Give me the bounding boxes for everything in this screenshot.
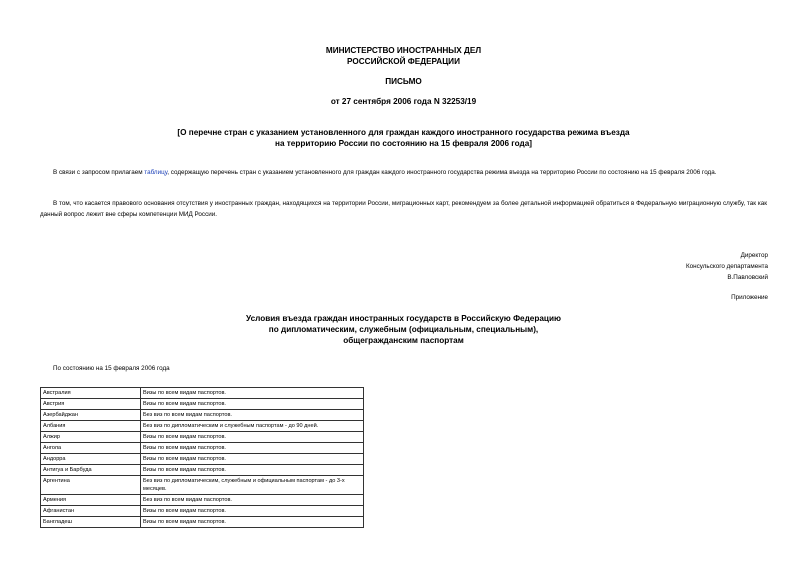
signature-name: В.Павловский xyxy=(727,274,768,281)
as-of-date: По состоянию на 15 февраля 2006 года xyxy=(53,365,170,372)
entry-regime-cell: Без виз по дипломатическим, служебным и официальным паспортам - до 3-х месяцев. xyxy=(141,476,364,495)
country-cell: Австрия xyxy=(41,399,141,410)
entry-conditions-table xyxy=(40,387,364,528)
signature-position: Директор xyxy=(740,252,768,259)
entry-regime-cell: Без виз по дипломатическим и служебным паспортам - до 90 дней. xyxy=(141,421,364,432)
entry-regime-cell: Без виз по всем видам паспортов. xyxy=(141,410,364,421)
country-cell: Албания xyxy=(41,421,141,432)
table-row xyxy=(41,410,364,421)
entry-regime-cell: Без виз по всем видам паспортов. xyxy=(141,495,364,506)
body-paragraph-1 xyxy=(40,167,767,178)
entry-regime-cell: Визы по всем видам паспортов. xyxy=(141,432,364,443)
entry-regime-cell: Визы по всем видам паспортов. xyxy=(141,443,364,454)
table-row xyxy=(41,506,364,517)
country-cell: Антигуа и Барбуда xyxy=(41,465,141,476)
appendix-title-line3: общегражданским паспортам xyxy=(343,336,464,345)
subject-line2: на территорию России по состоянию на 15 февраля 2006 года] xyxy=(275,139,532,148)
appendix-title-line1: Условия въезда граждан иностранных государств в Российскую Федерацию xyxy=(246,314,561,323)
table-row xyxy=(41,399,364,410)
body-paragraph-2: В том, что касается правового основания отсутствия у иностранных граждан, находящихся на территории России, миграционных карт, рекомендуем за более детальной информацией обратиться в Федеральную миграционную службу, так как данный вопрос лежит вне сферы компетенции МИД России. xyxy=(40,200,767,218)
paragraph-1-text-start: В связи с запросом прилагаем xyxy=(53,169,145,176)
country-cell: Австралия xyxy=(41,388,141,399)
country-cell: Бангладеш xyxy=(41,517,141,528)
country-cell: Аргентина xyxy=(41,476,141,495)
table-row xyxy=(41,388,364,399)
entry-regime-cell: Визы по всем видам паспортов. xyxy=(141,506,364,517)
entry-regime-cell: Визы по всем видам паспортов. xyxy=(141,388,364,399)
table-row xyxy=(41,495,364,506)
paragraph-1-text-end: , содержащую перечень стран с указанием установленного для граждан каждого иностранного государства режима въезда на территорию России по состоянию на 15 февраля 2006 года. xyxy=(167,169,717,176)
country-cell: Армения xyxy=(41,495,141,506)
table-row xyxy=(41,517,364,528)
subject-line1: [О перечне стран с указанием установленного для граждан каждого иностранного государства режима въезда xyxy=(177,128,630,137)
entry-regime-cell: Визы по всем видам паспортов. xyxy=(141,399,364,410)
table-link[interactable]: таблицу xyxy=(144,169,168,176)
ministry-name-line1: МИНИСТЕРСТВО ИНОСТРАННЫХ ДЕЛ xyxy=(325,46,482,55)
table-row xyxy=(41,465,364,476)
document-date-number: от 27 сентября 2006 года N 32253/19 xyxy=(330,97,477,106)
table-row xyxy=(41,421,364,432)
country-cell: Афганистан xyxy=(41,506,141,517)
country-cell: Азербайджан xyxy=(41,410,141,421)
country-cell: Алжир xyxy=(41,432,141,443)
country-cell: Андорра xyxy=(41,454,141,465)
appendix-title-line2: по дипломатическим, служебным (официальным, специальным), xyxy=(268,325,539,334)
ministry-name-line2: РОССИЙСКОЙ ФЕДЕРАЦИИ xyxy=(347,57,460,66)
country-cell: Ангола xyxy=(41,443,141,454)
appendix-label: Приложение xyxy=(731,294,768,301)
table-row xyxy=(41,454,364,465)
entry-regime-cell: Визы по всем видам паспортов. xyxy=(141,517,364,528)
entry-regime-cell: Визы по всем видам паспортов. xyxy=(141,465,364,476)
document-type: ПИСЬМО xyxy=(385,77,422,86)
entry-regime-cell: Визы по всем видам паспортов. xyxy=(141,454,364,465)
table-row xyxy=(41,432,364,443)
table-row xyxy=(41,476,364,495)
signature-department: Консульского департамента xyxy=(685,263,768,270)
table-row xyxy=(41,443,364,454)
